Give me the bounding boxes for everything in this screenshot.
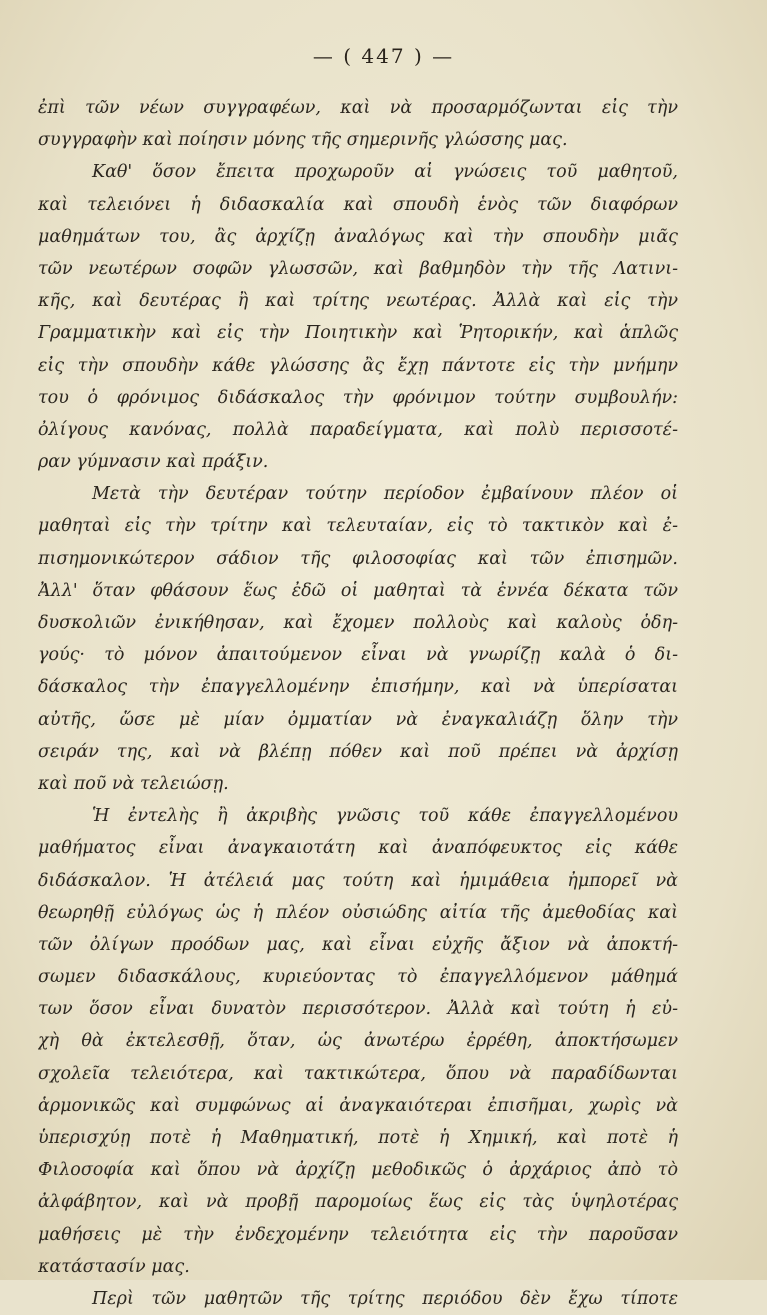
text-line: Γραμματικὴν καὶ εἰς τὴν Ποιητικὴν καὶ Ῥητορικήν, καὶ ἁπλῶς [38, 323, 678, 344]
text-line: του ὁ φρόνιμος διδάσκαλος τὴν φρόνιμον τούτην συμβουλήν: [38, 387, 678, 408]
text-line: Καθ' ὅσον ἔπειτα προχωροῦν αἱ γνώσεις τοῦ μαθητοῦ, [92, 162, 678, 183]
text-line: Μετὰ τὴν δευτέραν τούτην περίοδον ἐμβαίνουν πλέον οἱ [92, 484, 678, 505]
text-line: πισημονικώτερον σάδιον τῆς φιλοσοφίας καὶ τῶν ἐπισημῶν. [38, 548, 678, 569]
text-line: Φιλοσοφία καὶ ὅπου νὰ ἀρχίζῃ μεθοδικῶς ὁ ἀρχάριος ἀπὸ τὸ [38, 1160, 678, 1181]
text-line: κατάστασίν μας. [38, 1256, 190, 1277]
text-line: ἁρμονικῶς καὶ συμφώνως αἱ ἀναγκαιότεραι ἐπισῆμαι, χωρὶς νὰ [38, 1095, 678, 1116]
text-line: κῆς, καὶ δευτέρας ἢ καὶ τρίτης νεωτέρας. Ἀλλὰ καὶ εἰς τὴν [38, 291, 678, 312]
text-line: Ἡ ἐντελὴς ἢ ἀκριβὴς γνῶσις τοῦ κάθε ἐπαγγελλομένου [92, 806, 678, 827]
text-line: διδάσκαλον. Ἡ ἀτέλειά μας τούτη καὶ ἡμιμάθεια ἠμπορεῖ νὰ [38, 870, 678, 891]
text-line: τῶν νεωτέρων σοφῶν γλωσσῶν, καὶ βαθμηδὸν τὴν τῆς Λατινι- [38, 258, 678, 279]
text-line: ἀλφάβητον, καὶ νὰ προβῇ παρομοίως ἕως εἰς τὰς ὑψηλοτέρας [38, 1192, 678, 1213]
text-line: τῶν ὀλίγων προόδων μας, καὶ εἶναι εὐχῆς ἄξιον νὰ ἀποκτή- [38, 934, 678, 955]
text-line: σωμεν διδασκάλους, κυριεύοντας τὸ ἐπαγγελλόμενον μάθημά [38, 967, 678, 988]
text-line: ἐπὶ τῶν νέων συγγραφέων, καὶ νὰ προσαρμόζωνται εἰς τὴν [38, 98, 678, 118]
text-line: θεωρηθῇ εὐλόγως ὡς ἡ πλέον οὐσιώδης αἰτία τῆς ἀμεθοδίας καὶ [38, 902, 678, 923]
text-line: εἰς τὴν σπουδὴν κάθε γλώσσης ἂς ἔχῃ πάντοτε εἰς τὴν μνήμην [38, 355, 678, 376]
text-line: συγγραφὴν καὶ ποίησιν μόνης τῆς σημερινῆς γλώσσης μας. [38, 130, 568, 151]
text-line: σχολεῖα τελειότερα, καὶ τακτικώτερα, ὅπου νὰ παραδίδωνται [38, 1063, 678, 1084]
text-line: σειράν της, καὶ νὰ βλέπῃ πόθεν καὶ ποῦ πρέπει νὰ ἀρχίσῃ [38, 741, 678, 762]
text-line: ὀλίγους κανόνας, πολλὰ παραδείγματα, καὶ πολὺ περισσοτέ- [38, 419, 678, 440]
body-text [38, 92, 678, 1315]
text-line: μαθήματος εἶναι ἀναγκαιοτάτη καὶ ἀναπόφευκτος εἰς κάθε [38, 838, 678, 859]
text-line: γούς· τὸ μόνον ἀπαιτούμενον εἶναι νὰ γνωρίζῃ καλὰ ὁ δι- [38, 645, 678, 666]
text-line: μαθηταὶ εἰς τὴν τρίτην καὶ τελευταίαν, εἰς τὸ τακτικὸν καὶ ἐ- [38, 516, 678, 537]
text-line: καὶ ποῦ νὰ τελειώσῃ. [38, 773, 229, 794]
text-line: των ὅσον εἶναι δυνατὸν περισσότερον. Ἀλλὰ καὶ τούτη ἡ εὐ- [38, 999, 678, 1020]
text-line: ὑπερισχύῃ ποτὲ ἡ Μαθηματική, ποτὲ ἡ Χημική, καὶ ποτὲ ἡ [38, 1128, 678, 1148]
text-line: δυσκολιῶν ἐνικήθησαν, καὶ ἔχομεν πολλοὺς καὶ καλοὺς ὁδη- [38, 613, 678, 633]
text-line: χὴ θὰ ἐκτελεσθῇ, ὅταν, ὡς ἀνωτέρω ἐρρέθη, ἀποκτήσωμεν [38, 1031, 678, 1052]
text-line: αὐτῆς, ὥσε μὲ μίαν ὀμματίαν νὰ ἐναγκαλιάζῃ ὅλην τὴν [38, 709, 678, 730]
text-line: μαθημάτων του, ἂς ἀρχίζῃ ἀναλόγως καὶ τὴν σπουδὴν μιᾶς [38, 226, 678, 247]
text-line: μαθήσεις μὲ τὴν ἐνδεχομένην τελειότητα εἰς τὴν παροῦσαν [38, 1224, 678, 1245]
text-line: Περὶ τῶν μαθητῶν τῆς τρίτης περιόδου δὲν ἔχω τίποτε [92, 1288, 678, 1309]
text-line: καὶ τελειόνει ἡ διδασκαλία καὶ σπουδὴ ἑνὸς τῶν διαφόρων [38, 194, 678, 215]
text-line: ραν γύμνασιν καὶ πράξιν. [38, 452, 269, 473]
text-line: Ἀλλ' ὅταν φθάσουν ἕως ἐδῶ οἱ μαθηταὶ τὰ ἐννέα δέκατα τῶν [38, 580, 678, 601]
page-number: — ( 447 ) — [312, 44, 455, 68]
text-line: δάσκαλος τὴν ἐπαγγελλομένην ἐπισήμην, καὶ νὰ ὑπερίσαται [38, 677, 678, 698]
